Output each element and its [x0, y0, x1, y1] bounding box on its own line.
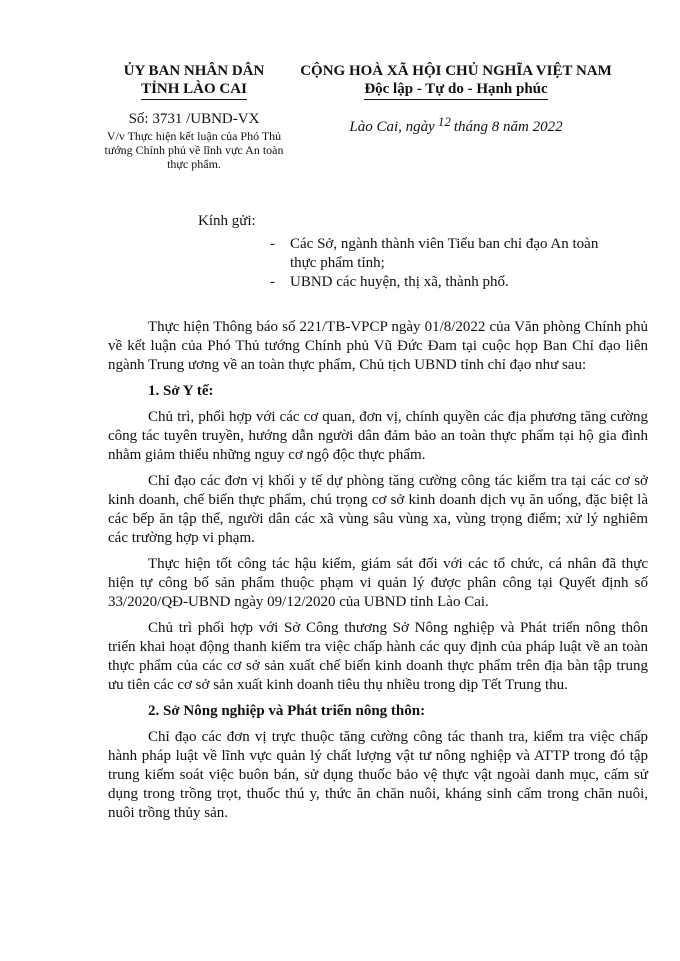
body-paragraph: Chủ trì phối hợp với Sở Công thương Sở Nông nghiệp và Phát triển nông thôn triển khai hoạt động thanh kiểm tra việc chấp hành các quy định của pháp luật về an toàn thực phẩm của các cơ sở sản xuất chế biến kinh doanh thực phẩm trên địa bàn tập trung ưu tiên các cơ sở sản xuất kinh doanh tiêu thụ nhiều trong dịp Tết Trung thu.: [108, 620, 648, 693]
section-heading-health-dept: 1. Sở Y tế:: [148, 383, 214, 399]
recipient-item: [270, 273, 610, 292]
intro-paragraph: Thực hiện Thông báo số 221/TB-VPCP ngày 01/8/2022 của Văn phòng Chính phủ về kết luận của Phó Thủ tướng Chính phủ Vũ Đức Đam tại cuộc họp Ban Chỉ đạo liên ngành Trung ương về an toàn thực phẩm, Chủ tịch UBND tỉnh chỉ đạo như sau:: [108, 319, 648, 373]
org-name-line1: ỦY BAN NHÂN DÂN: [123, 63, 265, 79]
issuing-authority-block: [96, 62, 292, 171]
date-prefix: Lào Cai, ngày: [349, 119, 435, 135]
section-heading-agriculture-dept: 2. Sở Nông nghiệp và Phát triển nông thôn:: [148, 703, 426, 719]
dash-bullet: -: [270, 236, 275, 252]
national-motto: Độc lập - Tự do - Hạnh phúc: [364, 80, 547, 100]
recipient-text: Các Sở, ngành thành viên Tiểu ban chỉ đạo An toàn thực phẩm tỉnh;: [290, 236, 599, 271]
date-suffix: tháng 8 năm 2022: [453, 119, 563, 135]
body-paragraph: Chỉ đạo các đơn vị khối y tế dự phòng tăng cường công tác kiểm tra tại các cơ sở kinh doanh, chế biến thực phẩm, chú trọng cơ sở kinh doanh dịch vụ ăn uống, đặc biệt là các bếp ăn tập thể, người dân các xã vùng sâu vùng xa, vùng trọng điểm; xử lý nghiêm các trường hợp vi phạm.: [108, 473, 648, 546]
greeting: Kính gửi:: [198, 213, 256, 229]
body-paragraph: Chỉ đạo các đơn vị trực thuộc tăng cường công tác thanh tra, kiểm tra việc chấp hành pháp luật về lĩnh vực quản lý chất lượng vật tư nông nghiệp và ATTP trong đó tập trung kiểm soát việc buôn bán, sử dụng thuốc bảo vệ thực vật ngoài danh mục, cấm sử dụng trong trồng trọt, thuốc thú y, thức ăn chăn nuôi, kháng sinh cấm trong chăn nuôi, nuôi trồng thủy sản.: [108, 729, 648, 821]
date-line: [296, 114, 616, 136]
document-body: [108, 318, 648, 830]
recipient-text: UBND các huyện, thị xã, thành phố.: [290, 274, 509, 290]
org-name-line2: TỈNH LÀO CAI: [141, 80, 247, 100]
dash-bullet: -: [270, 274, 275, 290]
document-number: Số: 3731 /UBND-VX: [128, 111, 260, 127]
national-header-block: [296, 62, 616, 136]
body-paragraph: Thực hiện tốt công tác hậu kiểm, giám sát đối với các tổ chức, cá nhân đã thực hiện tự công bố sản phẩm thuộc phạm vi quản lý được phân công tại Quyết định số 33/2020/QĐ-UBND ngày 09/12/2020 của UBND tỉnh Lào Cai.: [108, 556, 648, 610]
document-subject: V/v Thực hiện kết luận của Phó Thủ tướng Chính phủ về lĩnh vực An toàn thực phẩm.: [104, 129, 284, 171]
date-day: 12: [437, 114, 451, 129]
body-paragraph: Chủ trì, phối hợp với các cơ quan, đơn vị, chính quyền các địa phương tăng cường công tác tuyên truyền, hướng dẫn người dân đảm bảo an toàn thực phẩm tại hộ gia đình nhằm giảm thiểu những nguy cơ ngộ độc thực phẩm.: [108, 409, 648, 463]
recipient-item: [270, 235, 610, 273]
national-title: CỘNG HOÀ XÃ HỘI CHỦ NGHĨA VIỆT NAM: [300, 63, 612, 79]
recipients-block: [198, 212, 610, 292]
